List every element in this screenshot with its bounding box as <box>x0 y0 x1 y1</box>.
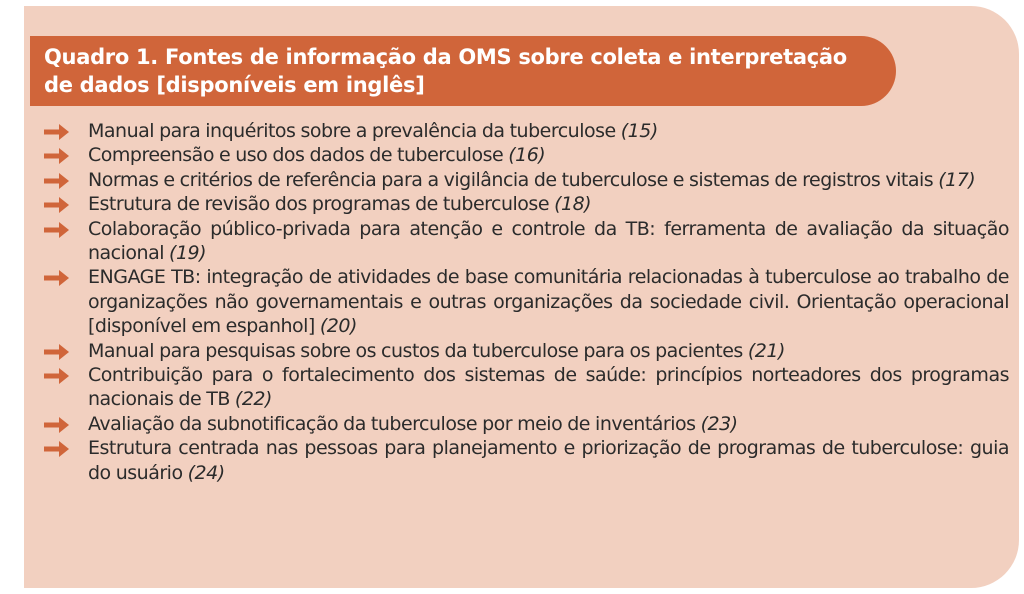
arrow-right-icon <box>44 343 70 361</box>
list-item-text: Manual para inquéritos sobre a prevalência da tuberculose <box>88 120 616 142</box>
box-title-bar <box>30 36 896 106</box>
list-item-text: Colaboração público-privada para atenção e controle da TB: ferramenta de avaliação da situação nacional <box>88 217 1009 265</box>
list-item-ref: (18) <box>554 193 592 216</box>
list-item <box>44 217 1009 266</box>
box-title-line-1: Quadro 1. Fontes de informação da OMS sobre coleta e interpretação <box>44 45 847 69</box>
arrow-right-icon <box>44 221 70 239</box>
list-item-text: Estrutura de revisão dos programas de tuberculose <box>88 193 550 216</box>
arrow-right-icon <box>44 196 70 214</box>
list-item-text: Estrutura centrada nas pessoas para planejamento e priorização de programas de tuberculose: guia do usuário <box>88 437 1009 484</box>
list-item <box>44 363 1009 412</box>
source-list <box>44 119 1009 485</box>
list-item-ref: (22) <box>234 388 272 411</box>
list-item-ref: (24) <box>187 461 225 484</box>
arrow-right-icon <box>44 440 70 458</box>
list-item-text: Manual para pesquisas sobre os custos da tuberculose para os pacientes <box>88 339 743 362</box>
list-item-text: ENGAGE TB: integração de atividades de base comunitária relacionadas à tuberculose ao trabalho de organizações não governamentais e outras organizações da sociedade civil. Orientação operacional [disponível em espanhol] <box>88 266 1009 338</box>
arrow-right-icon <box>44 269 70 287</box>
arrow-right-icon <box>44 147 70 165</box>
list-item-ref: (23) <box>700 412 738 435</box>
list-item-ref: (15) <box>620 120 658 142</box>
list-item-text: Normas e critérios de referência para a vigilância de tuberculose e sistemas de registros vitais <box>88 168 934 191</box>
list-item <box>44 412 1009 436</box>
list-item <box>44 119 1009 143</box>
list-item <box>44 143 1009 167</box>
list-item-ref: (16) <box>508 144 546 167</box>
list-item <box>44 339 1009 363</box>
list-item <box>44 168 1009 192</box>
list-item-ref: (20) <box>319 315 357 338</box>
arrow-right-icon <box>44 367 70 385</box>
arrow-right-icon <box>44 172 70 190</box>
list-item <box>44 192 1009 216</box>
list-item-ref: (19) <box>169 242 207 265</box>
list-item-ref: (21) <box>747 339 785 362</box>
arrow-right-icon <box>44 416 70 434</box>
list-item-ref: (17) <box>938 168 976 191</box>
box-title-line-2: de dados [disponíveis em inglês] <box>44 73 425 97</box>
list-item-text: Contribuição para o fortalecimento dos sistemas de saúde: princípios norteadores dos programas nacionais de TB <box>88 364 1009 411</box>
arrow-right-icon <box>44 123 70 141</box>
list-item <box>44 436 1009 485</box>
list-item-text: Compreensão e uso dos dados de tuberculose <box>88 144 504 167</box>
list-item-text: Avaliação da subnotificação da tuberculose por meio de inventários <box>88 412 696 435</box>
list-item <box>44 265 1009 338</box>
